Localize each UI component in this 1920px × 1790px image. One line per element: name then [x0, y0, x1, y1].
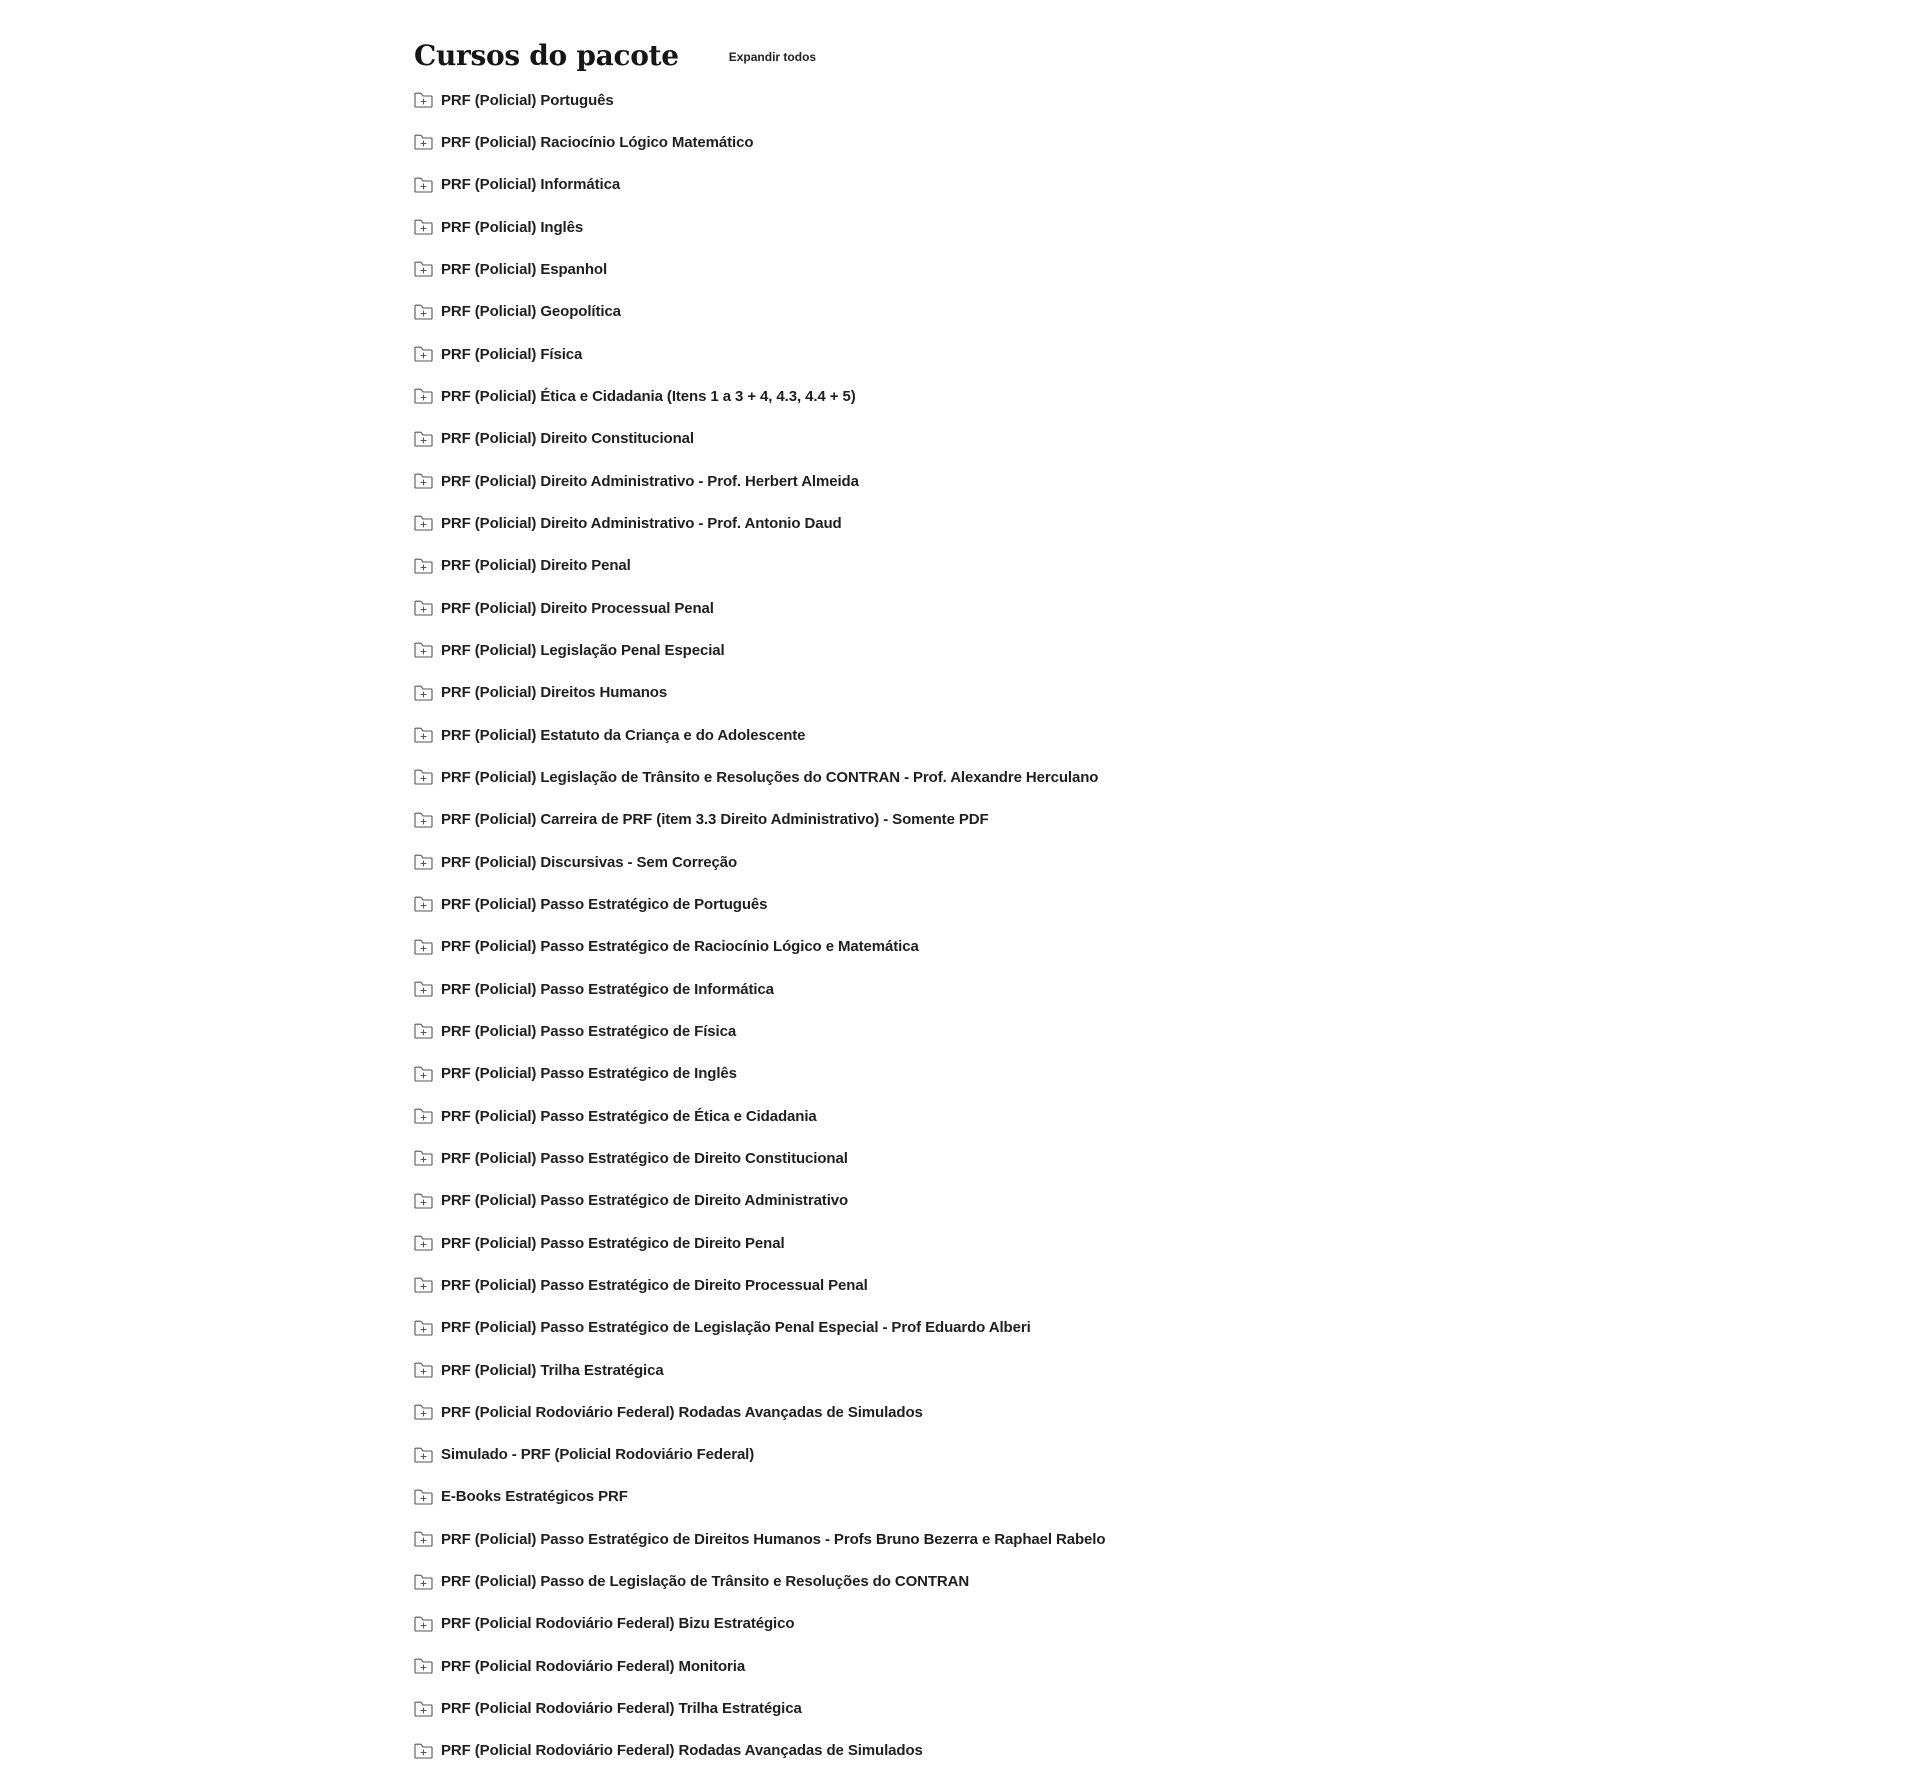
folder-plus-icon — [414, 1108, 433, 1124]
course-label: PRF (Policial) Raciocínio Lógico Matemático — [441, 133, 754, 151]
course-item-34[interactable] — [414, 1476, 1514, 1518]
course-label: PRF (Policial) Direito Constitucional — [441, 430, 694, 448]
course-label: PRF (Policial) Passo Estratégico de Informática — [441, 980, 774, 998]
course-item-30[interactable] — [414, 1307, 1514, 1349]
folder-plus-icon — [414, 1362, 433, 1378]
course-label: PRF (Policial) Legislação Penal Especial — [441, 641, 725, 659]
folder-plus-icon — [414, 1447, 433, 1463]
course-label: PRF (Policial) Discursivas - Sem Correção — [441, 853, 738, 871]
course-item-24[interactable] — [414, 1053, 1514, 1095]
course-item-28[interactable] — [414, 1222, 1514, 1264]
folder-plus-icon — [414, 92, 433, 108]
folder-plus-icon — [414, 1193, 433, 1209]
folder-plus-icon — [414, 1658, 433, 1674]
course-item-26[interactable] — [414, 1137, 1514, 1179]
course-label: PRF (Policial) Passo Estratégico de Inglês — [441, 1065, 737, 1083]
course-item-14[interactable] — [414, 629, 1514, 671]
course-item-23[interactable] — [414, 1010, 1514, 1052]
course-item-38[interactable] — [414, 1645, 1514, 1687]
course-item-15[interactable] — [414, 672, 1514, 714]
course-label: PRF (Policial) Estatuto da Criança e do Adolescente — [441, 726, 806, 744]
folder-plus-icon — [414, 685, 433, 701]
folder-plus-icon — [414, 727, 433, 743]
folder-plus-icon — [414, 304, 433, 320]
folder-plus-icon — [414, 134, 433, 150]
course-label: PRF (Policial) Direito Processual Penal — [441, 599, 714, 617]
folder-plus-icon — [414, 642, 433, 658]
course-item-37[interactable] — [414, 1603, 1514, 1645]
course-item-1[interactable] — [414, 79, 1514, 121]
course-label: PRF (Policial) Passo Estratégico de Direito Administrativo — [441, 1192, 849, 1210]
course-item-4[interactable] — [414, 206, 1514, 248]
course-item-40[interactable] — [414, 1730, 1514, 1772]
course-item-25[interactable] — [414, 1095, 1514, 1137]
folder-plus-icon — [414, 1616, 433, 1632]
course-item-3[interactable] — [414, 164, 1514, 206]
course-label: PRF (Policial) Passo Estratégico de Português — [441, 895, 768, 913]
course-label: PRF (Policial Rodoviário Federal) Bizu Estratégico — [441, 1615, 795, 1633]
course-label: PRF (Policial) Direito Administrativo - Prof. Herbert Almeida — [441, 472, 859, 490]
course-item-13[interactable] — [414, 587, 1514, 629]
folder-plus-icon — [414, 558, 433, 574]
course-label: PRF (Policial) Legislação de Trânsito e Resoluções do CONTRAN - Prof. Alexandre Herculano — [441, 768, 1099, 786]
folder-plus-icon — [414, 1574, 433, 1590]
folder-plus-icon — [414, 939, 433, 955]
course-package-panel — [414, 34, 1514, 1769]
page-title: Cursos do pacote — [414, 38, 679, 72]
course-label: Simulado - PRF (Policial Rodoviário Federal) — [441, 1446, 755, 1464]
course-item-32[interactable] — [414, 1391, 1514, 1433]
course-item-16[interactable] — [414, 714, 1514, 756]
folder-plus-icon — [414, 981, 433, 997]
course-label: PRF (Policial) Passo Estratégico de Ética e Cidadania — [441, 1107, 817, 1125]
course-item-22[interactable] — [414, 968, 1514, 1010]
course-item-21[interactable] — [414, 926, 1514, 968]
course-item-31[interactable] — [414, 1349, 1514, 1391]
course-item-11[interactable] — [414, 502, 1514, 544]
folder-plus-icon — [414, 177, 433, 193]
course-label: E-Books Estratégicos PRF — [441, 1488, 628, 1506]
course-label: PRF (Policial) Passo Estratégico de Direito Penal — [441, 1234, 785, 1252]
course-label: PRF (Policial) Direito Administrativo - Prof. Antonio Daud — [441, 514, 842, 532]
folder-plus-icon — [414, 854, 433, 870]
folder-plus-icon — [414, 1277, 433, 1293]
course-label: PRF (Policial) Física — [441, 345, 583, 363]
folder-plus-icon — [414, 346, 433, 362]
course-label: PRF (Policial) Passo Estratégico de Legislação Penal Especial - Prof Eduardo Alberi — [441, 1319, 1031, 1337]
folder-plus-icon — [414, 219, 433, 235]
course-label: PRF (Policial) Geopolítica — [441, 303, 621, 321]
course-item-7[interactable] — [414, 333, 1514, 375]
course-label: PRF (Policial) Passo Estratégico de Direito Processual Penal — [441, 1276, 868, 1294]
course-item-35[interactable] — [414, 1518, 1514, 1560]
course-label: PRF (Policial) Passo de Legislação de Trânsito e Resoluções do CONTRAN — [441, 1573, 970, 1591]
expand-all-button[interactable]: Expandir todos — [728, 50, 817, 64]
course-item-39[interactable] — [414, 1687, 1514, 1729]
course-item-10[interactable] — [414, 460, 1514, 502]
course-item-18[interactable] — [414, 799, 1514, 841]
course-item-12[interactable] — [414, 545, 1514, 587]
course-label: PRF (Policial) Português — [441, 91, 614, 109]
course-label: PRF (Policial) Passo Estratégico de Raciocínio Lógico e Matemática — [441, 938, 919, 956]
course-label: PRF (Policial) Direito Penal — [441, 557, 631, 575]
course-item-33[interactable] — [414, 1434, 1514, 1476]
course-item-8[interactable] — [414, 375, 1514, 417]
panel-header — [414, 34, 1514, 76]
course-label: PRF (Policial Rodoviário Federal) Rodadas Avançadas de Simulados — [441, 1403, 923, 1421]
course-item-6[interactable] — [414, 291, 1514, 333]
folder-plus-icon — [414, 1066, 433, 1082]
course-label: PRF (Policial) Espanhol — [441, 260, 608, 278]
course-label: PRF (Policial) Direitos Humanos — [441, 684, 668, 702]
course-label: PRF (Policial) Inglês — [441, 218, 584, 236]
folder-plus-icon — [414, 1701, 433, 1717]
course-label: PRF (Policial) Passo Estratégico de Direito Constitucional — [441, 1149, 848, 1167]
course-label: PRF (Policial) Ética e Cidadania (Itens 1 a 3 + 4, 4.3, 4.4 + 5) — [441, 387, 856, 405]
folder-plus-icon — [414, 388, 433, 404]
course-item-2[interactable] — [414, 121, 1514, 163]
folder-plus-icon — [414, 431, 433, 447]
folder-plus-icon — [414, 1489, 433, 1505]
course-item-27[interactable] — [414, 1180, 1514, 1222]
course-label: PRF (Policial Rodoviário Federal) Monitoria — [441, 1657, 746, 1675]
course-label: PRF (Policial) Carreira de PRF (item 3.3 Direito Administrativo) - Somente PDF — [441, 811, 989, 829]
course-item-29[interactable] — [414, 1264, 1514, 1306]
course-label: PRF (Policial) Informática — [441, 176, 621, 194]
folder-plus-icon — [414, 812, 433, 828]
course-item-20[interactable] — [414, 883, 1514, 925]
course-list — [414, 79, 1514, 1772]
course-label: PRF (Policial Rodoviário Federal) Trilha Estratégica — [441, 1700, 802, 1718]
course-item-36[interactable] — [414, 1560, 1514, 1602]
course-item-9[interactable] — [414, 418, 1514, 460]
folder-plus-icon — [414, 515, 433, 531]
folder-plus-icon — [414, 1531, 433, 1547]
course-label: PRF (Policial) Passo Estratégico de Direitos Humanos - Profs Bruno Bezerra e Raphael Rabelo — [441, 1530, 1106, 1548]
course-label: PRF (Policial Rodoviário Federal) Rodadas Avançadas de Simulados — [441, 1742, 923, 1760]
folder-plus-icon — [414, 1320, 433, 1336]
course-item-5[interactable] — [414, 248, 1514, 290]
folder-plus-icon — [414, 1235, 433, 1251]
course-item-17[interactable] — [414, 756, 1514, 798]
folder-plus-icon — [414, 1743, 433, 1759]
folder-plus-icon — [414, 600, 433, 616]
folder-plus-icon — [414, 1023, 433, 1039]
folder-plus-icon — [414, 261, 433, 277]
course-label: PRF (Policial) Trilha Estratégica — [441, 1361, 664, 1379]
course-item-19[interactable] — [414, 841, 1514, 883]
folder-plus-icon — [414, 1150, 433, 1166]
course-label: PRF (Policial) Passo Estratégico de Física — [441, 1022, 737, 1040]
folder-plus-icon — [414, 1404, 433, 1420]
folder-plus-icon — [414, 769, 433, 785]
folder-plus-icon — [414, 473, 433, 489]
folder-plus-icon — [414, 896, 433, 912]
